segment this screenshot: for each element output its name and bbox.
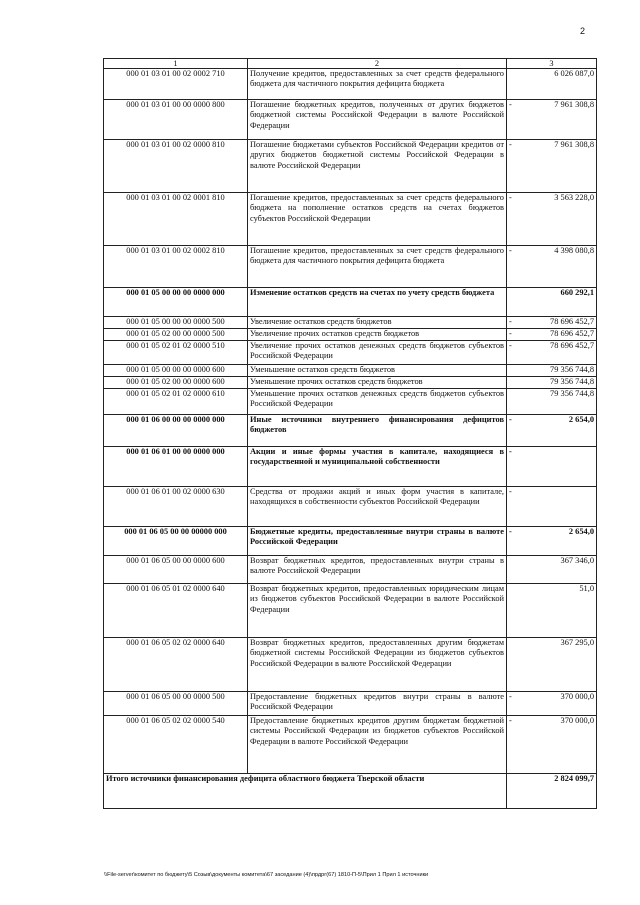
row-value-cell: [507, 288, 597, 317]
row-name: Изменение остатков средств на счетах по учету средств бюджета: [248, 288, 507, 317]
row-value-cell: [507, 246, 597, 288]
row-name: Погашение кредитов, предоставленных за счет средств федерального бюджета на пополнение остатков средств на счетах бюджетов субъектов Российской Федерации: [248, 193, 507, 246]
row-value: 51,0: [579, 584, 594, 593]
row-value-cell: [507, 584, 597, 638]
row-sign: -: [509, 100, 512, 109]
row-value: 2 654,0: [568, 415, 594, 424]
row-code: 000 01 05 02 01 02 0000 510: [104, 341, 248, 365]
row-value-cell: [507, 556, 597, 584]
row-value: 7 961 308,8: [554, 100, 594, 109]
row-value: 79 356 744,8: [550, 365, 594, 374]
row-value: 79 356 744,8: [550, 389, 594, 398]
file-path-footer: \\File-server\комитет по бюджету\5 Созыв\документы комитета\67 заседание (4)\прдрг(67) 1810-П-5\Прил 1 Прил 1 источники: [104, 872, 429, 878]
row-name: Возврат бюджетных кредитов, предоставленных другим бюджетам бюджетной системы Российской Федерации из бюджетов субъектов Российской Федерации в валюте Российской Федерации: [248, 638, 507, 692]
table-row: [104, 415, 597, 447]
row-code: 000 01 06 05 02 02 0000 640: [104, 638, 248, 692]
row-code: 000 01 03 01 00 02 0002 710: [104, 69, 248, 100]
header-col-2: 2: [248, 59, 507, 69]
table-row: [104, 288, 597, 317]
total-row: [104, 774, 597, 809]
table-body: [104, 69, 597, 774]
row-value: 78 696 452,7: [550, 329, 594, 338]
table-row: [104, 389, 597, 415]
row-code: 000 01 05 00 00 00 0000 500: [104, 317, 248, 329]
row-sign: -: [509, 193, 512, 202]
row-code: 000 01 06 05 00 00 00000 000: [104, 527, 248, 556]
row-name: Возврат бюджетных кредитов, предоставленных юридическим лицам из бюджетов субъектов Российской Федерации в валюте Российской Федерации: [248, 584, 507, 638]
table-row: [104, 638, 597, 692]
row-value: 367 346,0: [560, 556, 594, 565]
table-row: [104, 100, 597, 140]
sources-table: [103, 58, 597, 809]
row-code: 000 01 03 01 00 02 0002 810: [104, 246, 248, 288]
row-name: Предоставление бюджетных кредитов другим бюджетам бюджетной системы Российской Федерации из бюджетов субъектов Российской Федерации в валюте Российской Федерации: [248, 716, 507, 774]
row-value-cell: [507, 447, 597, 487]
row-value: 370 000,0: [560, 692, 594, 701]
row-value-cell: [507, 389, 597, 415]
row-value-cell: [507, 317, 597, 329]
table-row: [104, 716, 597, 774]
row-value-cell: [507, 716, 597, 774]
row-name: Уменьшение прочих остатков средств бюджетов: [248, 377, 507, 389]
row-value: 79 356 744,8: [550, 377, 594, 386]
total-value: 2 824 099,7: [507, 774, 597, 809]
row-name: Уменьшение прочих остатков денежных средств бюджетов субъектов Российской Федерации: [248, 389, 507, 415]
row-value-cell: [507, 69, 597, 100]
row-value-cell: [507, 377, 597, 389]
row-code: 000 01 05 02 01 02 0000 610: [104, 389, 248, 415]
row-name: Погашение кредитов, предоставленных за счет средств федерального бюджета для частичного покрытия дефицита бюджета: [248, 246, 507, 288]
row-value: 7 961 308,8: [554, 140, 594, 149]
row-value: 6 026 087,0: [554, 69, 594, 78]
row-name: Уменьшение остатков средств бюджетов: [248, 365, 507, 377]
row-value-cell: [507, 341, 597, 365]
row-code: 000 01 06 00 00 00 0000 000: [104, 415, 248, 447]
row-sign: -: [509, 692, 512, 701]
row-name: Увеличение остатков средств бюджетов: [248, 317, 507, 329]
row-code: 000 01 05 02 00 00 0000 500: [104, 329, 248, 341]
row-value-cell: [507, 329, 597, 341]
row-code: 000 01 06 05 00 00 0000 500: [104, 692, 248, 716]
row-value-cell: [507, 415, 597, 447]
row-value: 4 398 080,8: [554, 246, 594, 255]
row-sign: -: [509, 527, 512, 536]
row-name: Увеличение прочих остатков денежных средств бюджетов субъектов Российской Федерации: [248, 341, 507, 365]
table-row: [104, 193, 597, 246]
table-row: [104, 527, 597, 556]
row-sign: -: [509, 487, 512, 496]
table-row: [104, 487, 597, 527]
row-name: Бюджетные кредиты, предоставленные внутри страны в валюте Российской Федерации: [248, 527, 507, 556]
row-name: Увеличение прочих остатков средств бюджетов: [248, 329, 507, 341]
row-sign: -: [509, 415, 512, 424]
row-name: Средства от продажи акций и иных форм участия в капитале, находящихся в собственности субъектов Российской Федерации: [248, 487, 507, 527]
row-value-cell: [507, 140, 597, 193]
table-row: [104, 69, 597, 100]
header-col-3: 3: [507, 59, 597, 69]
page-number: 2: [579, 26, 585, 36]
header-col-1: 1: [104, 59, 248, 69]
row-code: 000 01 05 02 00 00 0000 600: [104, 377, 248, 389]
table-row: [104, 140, 597, 193]
row-name: Предоставление бюджетных кредитов внутри страны в валюте Российской Федерации: [248, 692, 507, 716]
row-value-cell: [507, 527, 597, 556]
table-row: [104, 341, 597, 365]
row-sign: -: [509, 246, 512, 255]
row-code: 000 01 06 05 02 02 0000 540: [104, 716, 248, 774]
row-code: 000 01 06 05 01 02 0000 640: [104, 584, 248, 638]
row-code: 000 01 05 00 00 00 0000 600: [104, 365, 248, 377]
row-value: 367 295,0: [560, 638, 594, 647]
row-name: Возврат бюджетных кредитов, предоставленных внутри страны в валюте Российской Федерации: [248, 556, 507, 584]
table-row: [104, 692, 597, 716]
row-name: Погашение бюджетами субъектов Российской Федерации кредитов от других бюджетов бюджетной системы Российской Федерации в валюте Российской Федерации: [248, 140, 507, 193]
row-value: 370 000,0: [560, 716, 594, 725]
header-row: [104, 59, 597, 69]
row-value-cell: [507, 365, 597, 377]
table-row: [104, 317, 597, 329]
row-code: 000 01 06 01 00 00 0000 000: [104, 447, 248, 487]
row-value-cell: [507, 100, 597, 140]
row-value-cell: [507, 487, 597, 527]
row-sign: -: [509, 140, 512, 149]
total-label: Итого источники финансирования дефицита областного бюджета Тверской области: [104, 774, 507, 809]
row-name: Погашение бюджетных кредитов, полученных от других бюджетов бюджетной системы Российской Федерации в валюте Российской Федерации: [248, 100, 507, 140]
row-name: Акции и иные формы участия в капитале, находящиеся в государственной и муниципальной собственности: [248, 447, 507, 487]
table-row: [104, 556, 597, 584]
table-row: [104, 329, 597, 341]
row-name: Иные источники внутреннего финансирования дефицитов бюджетов: [248, 415, 507, 447]
table-row: [104, 584, 597, 638]
table-row: [104, 365, 597, 377]
row-sign: -: [509, 317, 512, 326]
row-code: 000 01 06 01 00 02 0000 630: [104, 487, 248, 527]
row-name: Получение кредитов, предоставленных за счет средств федерального бюджета для частичного покрытия дефицита бюджета: [248, 69, 507, 100]
row-value: 3 563 228,0: [554, 193, 594, 202]
row-code: 000 01 06 05 00 00 0000 600: [104, 556, 248, 584]
row-value: 78 696 452,7: [550, 341, 594, 350]
table-row: [104, 447, 597, 487]
row-code: 000 01 05 00 00 00 0000 000: [104, 288, 248, 317]
row-code: 000 01 03 01 00 02 0001 810: [104, 193, 248, 246]
row-sign: -: [509, 447, 512, 456]
row-value-cell: [507, 692, 597, 716]
row-value-cell: [507, 193, 597, 246]
row-value-cell: [507, 638, 597, 692]
row-value: 660 292,1: [560, 288, 594, 297]
row-sign: -: [509, 341, 512, 350]
row-value: 78 696 452,7: [550, 317, 594, 326]
row-sign: -: [509, 329, 512, 338]
row-code: 000 01 03 01 00 02 0000 810: [104, 140, 248, 193]
row-code: 000 01 03 01 00 00 0000 800: [104, 100, 248, 140]
row-value: 2 654,0: [568, 527, 594, 536]
table-row: [104, 377, 597, 389]
table-row: [104, 246, 597, 288]
row-sign: -: [509, 716, 512, 725]
